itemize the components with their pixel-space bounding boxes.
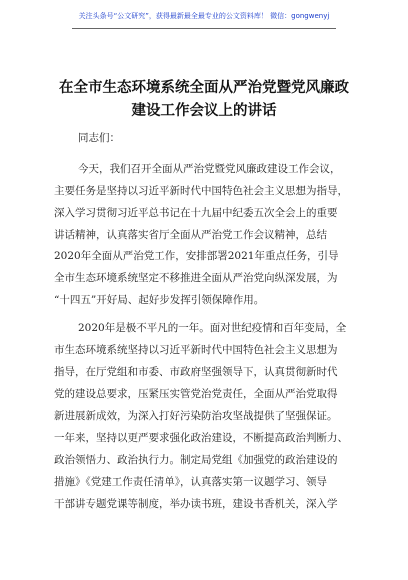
body-line: 全市生态环境系统坚定不移推进全面从严治党向纵深发展，为 [54,272,338,284]
title-line-1: 在全市生态环境系统全面从严治党暨党风廉政 [59,80,349,96]
body-line: 党的建设总要求，压紧压实管党治党责任，全面从严治党取得 [54,388,338,400]
body-line: 指导，在厅党组和市委、市政府坚强领导下，认真贯彻新时代 [54,366,338,378]
body-line: 一年来，坚持以更严要求强化政治建设，不断提高政治判断力、 [54,432,348,444]
header-divider [72,28,336,29]
body-line: 政治领悟力、政治执行力。制定局党组《加强党的政治建设的 [54,454,338,466]
body-line: 干部讲专题党课等制度，举办读书班，建设书香机关，深入学 [54,498,338,510]
title-line-2: 建设工作会议上的讲话 [131,103,277,119]
body-line: 措施》《党建工作责任清单》，认真落实第一议题学习、领导 [54,476,327,488]
body-line: 2020年全面从严治党工作，安排部署2021年重点任务，引导 [54,250,339,262]
body-line: 主要任务是坚持以习近平新时代中国特色社会主义思想为指导， [54,185,348,197]
salutation: 同志们： [78,132,120,144]
header-notice: 关注头条号“公文研究”，获得最新最全最专业的公文资料库！ 微信：gongwenyj [78,12,330,20]
document-title [50,77,358,123]
body-line: “十四五”开好局、起好步发挥引领保障作用。 [54,294,265,306]
body-line: 深入学习贯彻习近平总书记在十九届中纪委五次全会上的重要 [54,207,338,219]
body-line: 讲话精神，认真落实省厅全面从严治党工作会议精神，总结 [54,229,327,241]
body-line: 2020年是极不平凡的一年。面对世纪疫情和百年变局，全 [78,322,347,334]
body-line: 今天，我们召开全面从严治党暨党风廉政建设工作会议， [78,163,341,175]
body-line: 市生态环境系统坚持以习近平新时代中国特色社会主义思想为 [54,344,338,356]
body-line: 新进展新成效，为深入打好污染防治攻坚战提供了坚强保证。 [54,410,338,422]
